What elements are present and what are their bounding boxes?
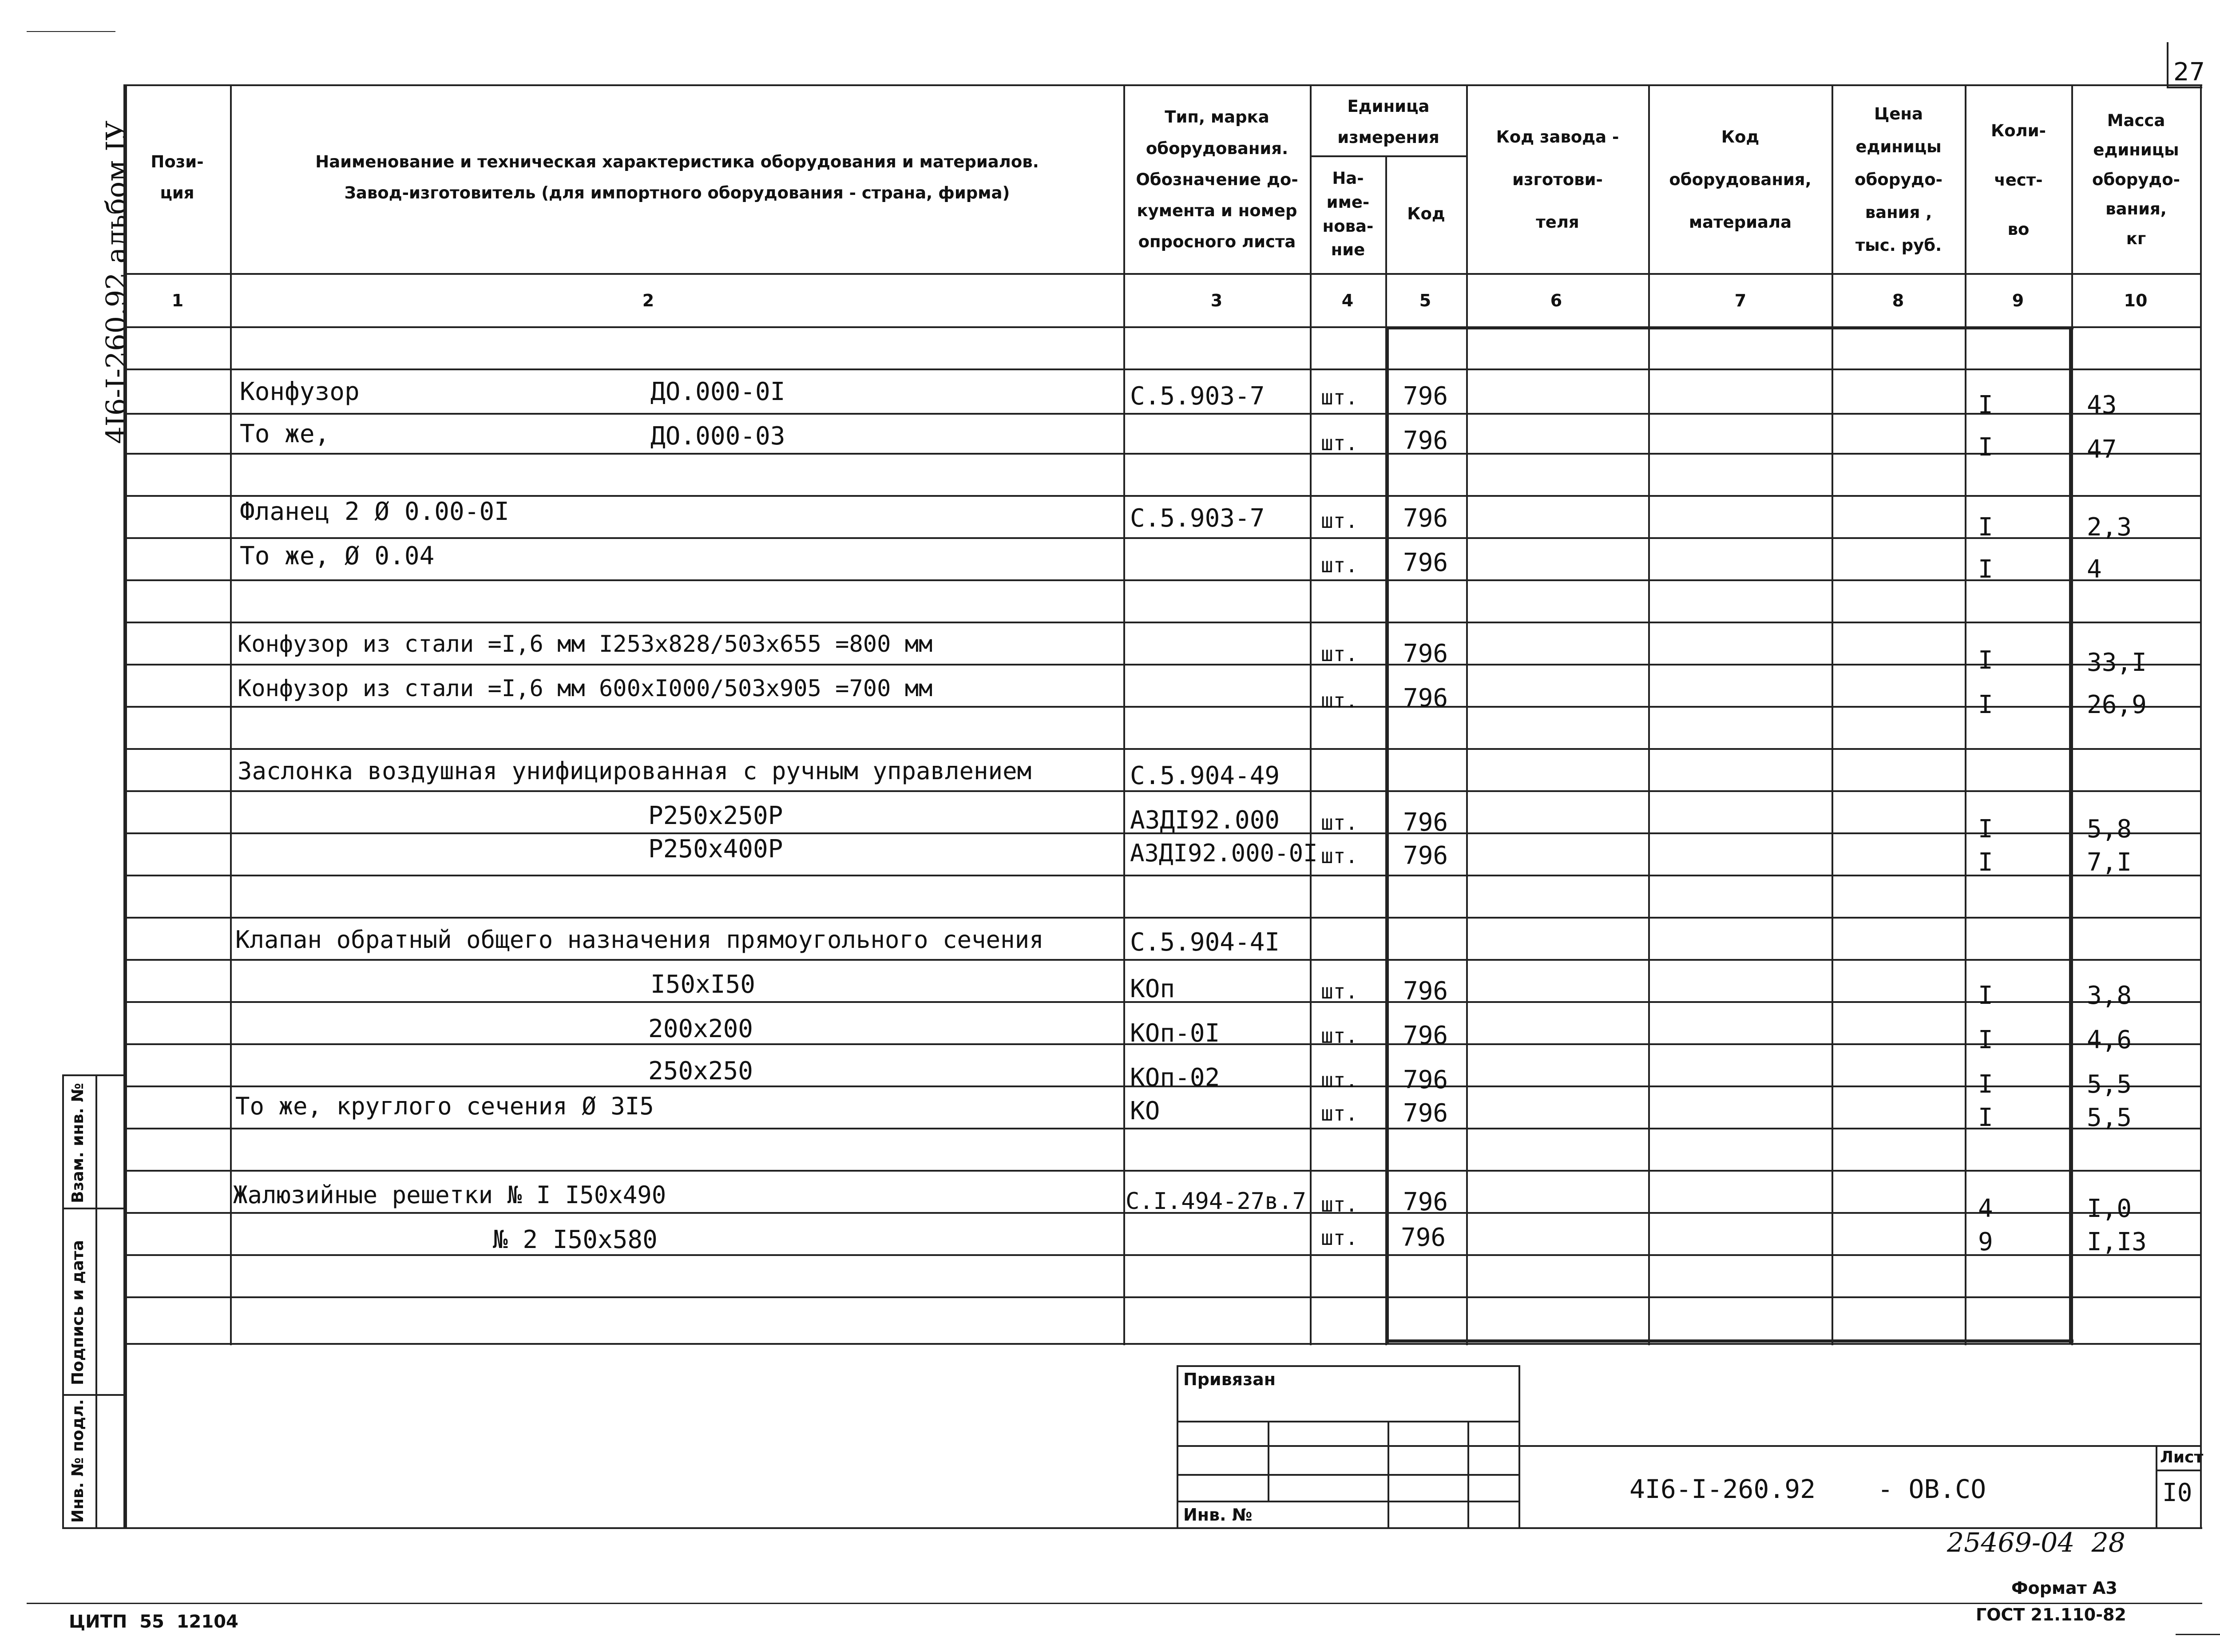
stamp-list-number: I0 — [2162, 1478, 2192, 1507]
col-number: 1 — [171, 291, 184, 310]
row-unit: шт. — [1321, 811, 1358, 835]
row-type: АЗДI92.000-0I — [1130, 839, 1318, 867]
row-unit: шт. — [1321, 1192, 1358, 1216]
row-mass: 5,5 — [2087, 1070, 2132, 1099]
row-code: 796 — [1403, 1188, 1448, 1216]
col-header-unit-name: На- име- нова- ние — [1322, 169, 1374, 260]
row-unit: шт. — [1321, 689, 1358, 713]
row-unit: шт. — [1321, 385, 1358, 409]
row-qty: I — [1978, 391, 1993, 420]
row-type: КОп-02 — [1130, 1063, 1220, 1092]
row-designation: 200x200 — [648, 1014, 753, 1043]
side-label-vzam: Взам. инв. № — [69, 1083, 87, 1203]
row-code: 796 — [1401, 1223, 1446, 1252]
row-name: Конфузор из стали =I,6 мм 600xI000/503x905 =700 мм — [238, 675, 933, 702]
row-mass: I,I3 — [2087, 1228, 2147, 1256]
row-type: АЗДI92.000 — [1130, 806, 1280, 835]
row-mass: 4,6 — [2087, 1026, 2132, 1054]
row-designation: ДО.000-03 — [650, 422, 785, 451]
side-label-inv-podl: Инв. № подл. — [69, 1399, 87, 1523]
row-qty: 9 — [1978, 1228, 1993, 1256]
row-unit: шт. — [1321, 509, 1358, 533]
col-number: 4 — [1341, 291, 1354, 310]
gost-label: ГОСТ 21.110-82 — [1976, 1605, 2126, 1624]
row-designation: Р250x400Р — [648, 835, 783, 864]
row-unit: шт. — [1321, 1024, 1358, 1048]
side-label-podpis: Подпись и дата — [69, 1240, 87, 1385]
row-mass: 7,I — [2087, 848, 2132, 877]
col-header-qty: Коли- чест- во — [1990, 121, 2046, 239]
stamp-list-label: Лист — [2160, 1448, 2204, 1466]
row-type: КО — [1130, 1097, 1160, 1125]
row-unit: шт. — [1321, 1226, 1358, 1250]
row-unit: шт. — [1321, 553, 1358, 577]
col-header-position: Пози- ция — [151, 152, 204, 202]
format-label: Формат А3 — [2011, 1578, 2117, 1598]
col-number: 3 — [1210, 291, 1223, 310]
col-header-name: Наименование и техническая характеристика оборудования и материалов. Завод-изготовитель (для импортного оборудования - страна, фирма) — [315, 152, 1039, 202]
row-qty: I — [1978, 690, 1993, 719]
row-unit: шт. — [1321, 1101, 1358, 1125]
col-header-equip-code: Код оборудования, материала — [1669, 127, 1812, 232]
row-type: С.5.903-7 — [1130, 504, 1265, 533]
row-type: КОп-0I — [1130, 1019, 1220, 1048]
stamp-document-code: 4I6-I-260.92 - ОВ.СО — [1629, 1474, 1986, 1504]
stamp-privyazan: Привязан — [1183, 1370, 1276, 1389]
sheet-number-top: 27 — [2173, 58, 2205, 87]
row-type: КОп — [1130, 975, 1175, 1003]
row-qty: I — [1978, 433, 1993, 462]
row-type: С.I.494-27в.7 — [1126, 1188, 1306, 1215]
row-name: Жалюзийные решетки № I I50x490 — [233, 1181, 666, 1209]
row-designation: I50xI50 — [650, 970, 756, 999]
row-unit: шт. — [1321, 1068, 1358, 1092]
stamp-inv-no: Инв. № — [1183, 1505, 1253, 1525]
row-mass: 5,8 — [2087, 815, 2132, 844]
row-qty: I — [1978, 848, 1993, 877]
row-code: 796 — [1403, 1021, 1448, 1050]
col-header-price: Цена единицы оборудо- вания , тыс. руб. — [1855, 104, 1942, 255]
row-qty: I — [1978, 513, 1993, 542]
row-name: То же, Ø 0.04 — [240, 542, 435, 570]
col-number: 2 — [642, 291, 654, 310]
row-qty: I — [1978, 981, 1993, 1010]
footer-left-code: ЦИТП 55 12104 — [69, 1612, 238, 1632]
row-name: Конфузор — [240, 377, 360, 406]
row-code: 796 — [1403, 548, 1448, 577]
col-number: 5 — [1419, 291, 1431, 310]
row-mass: 43 — [2087, 391, 2117, 420]
col-number: 10 — [2124, 291, 2148, 310]
col-number: 9 — [2012, 291, 2024, 310]
row-name: Конфузор из стали =I,6 мм I253x828/503x655 =800 мм — [238, 631, 933, 658]
row-designation: № 2 I50x580 — [493, 1225, 658, 1254]
handwritten-note: 25469-04 28 — [1947, 1527, 2125, 1558]
row-mass: 26,9 — [2087, 690, 2147, 719]
col-header-unit: Единица измерения — [1337, 96, 1439, 147]
col-header-mass: Масса единицы оборудо- вания, кг — [2092, 111, 2180, 248]
row-mass: 5,5 — [2087, 1103, 2132, 1132]
row-code: 796 — [1403, 1066, 1448, 1094]
row-code: 796 — [1403, 684, 1448, 713]
row-code: 796 — [1403, 426, 1448, 455]
row-code: 796 — [1403, 382, 1448, 411]
row-qty: I — [1978, 1070, 1993, 1099]
row-type: С.5.903-7 — [1130, 382, 1265, 411]
row-designation: ДО.000-0I — [650, 377, 785, 406]
row-name: То же, круглого сечения Ø 3I5 — [235, 1092, 654, 1120]
col-number: 6 — [1550, 291, 1562, 310]
row-type: С.5.904-4I — [1130, 928, 1280, 957]
row-mass: 2,3 — [2087, 513, 2132, 542]
row-name: Заслонка воздушная унифицированная с ручным управлением — [238, 757, 1032, 785]
row-qty: I — [1978, 555, 1993, 584]
row-mass: 3,8 — [2087, 981, 2132, 1010]
col-number: 8 — [1892, 291, 1904, 310]
col-number: 7 — [1734, 291, 1747, 310]
row-code: 796 — [1403, 808, 1448, 837]
row-code: 796 — [1403, 977, 1448, 1006]
row-name: Фланец 2 Ø 0.00-0I — [240, 497, 509, 526]
row-mass: 47 — [2087, 435, 2117, 464]
row-mass: I,0 — [2087, 1194, 2132, 1223]
row-type: С.5.904-49 — [1130, 761, 1280, 790]
row-qty: I — [1978, 815, 1993, 844]
col-header-unit-code: Код — [1407, 204, 1445, 224]
col-header-factory-code: Код завода - изготови- теля — [1496, 127, 1619, 232]
row-unit: шт. — [1321, 844, 1358, 868]
row-code: 796 — [1403, 1099, 1448, 1128]
row-name: То же, — [240, 420, 330, 448]
album-label: 4I6-I-260.92 альбом IУ — [100, 120, 132, 444]
row-unit: шт. — [1321, 642, 1358, 666]
row-code: 796 — [1403, 504, 1448, 533]
row-qty: I — [1978, 1026, 1993, 1054]
row-mass: 33,I — [2087, 648, 2147, 677]
row-designation: Р250x250Р — [648, 801, 783, 830]
row-unit: шт. — [1321, 431, 1358, 455]
row-unit: шт. — [1321, 979, 1358, 1003]
row-qty: I — [1978, 646, 1993, 675]
row-qty: I — [1978, 1103, 1993, 1132]
row-code: 796 — [1403, 639, 1448, 668]
col-header-type: Тип, марка оборудования. Обозначение до- кумента и номер опросного листа — [1136, 107, 1298, 252]
row-code: 796 — [1403, 841, 1448, 870]
row-name: Клапан обратный общего назначения прямоугольного сечения — [235, 926, 1044, 954]
row-designation: 250x250 — [648, 1057, 753, 1085]
row-qty: 4 — [1978, 1194, 1993, 1223]
row-mass: 4 — [2087, 555, 2102, 584]
